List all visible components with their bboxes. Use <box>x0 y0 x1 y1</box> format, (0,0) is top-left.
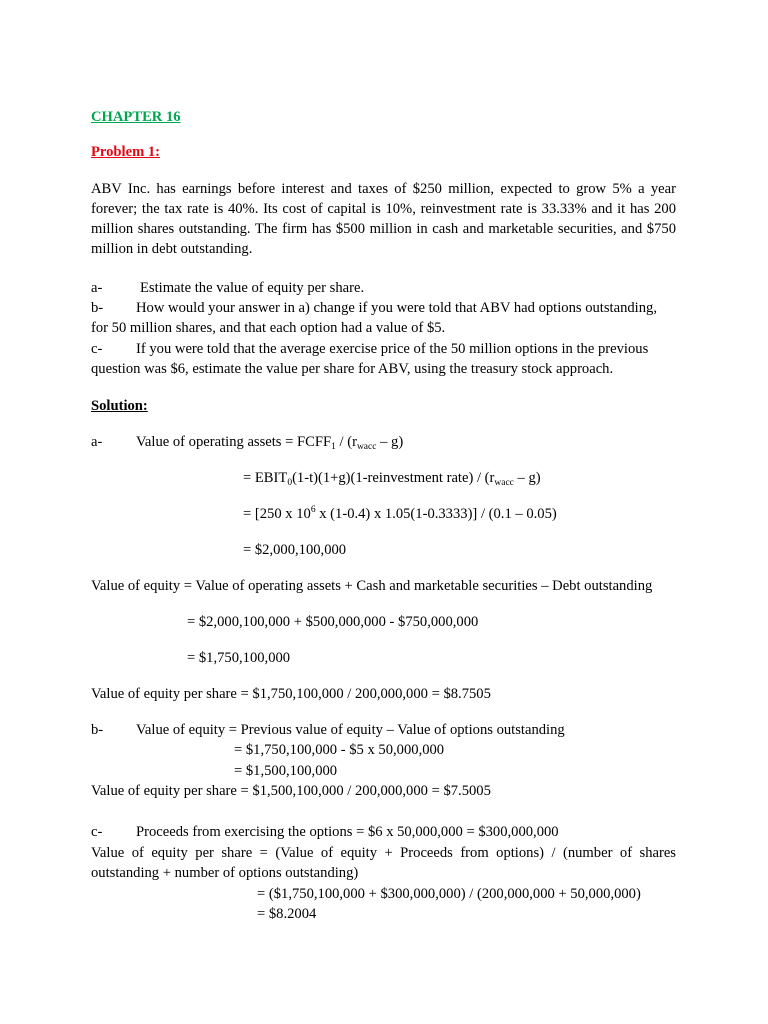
solution-a-label: a- <box>91 434 103 450</box>
problem-statement: ABV Inc. has earnings before interest and taxes of $250 million, expected to grow 5% a year forever; the tax rate is 40%. Its cost of capital is 10%, reinvestment rate is 33.33% and it has 200 million shares outstanding. The firm has $500 million in cash and marketable securities, and $750 million in debt outstanding. <box>91 181 676 257</box>
solution-a-line4: = $2,000,100,000 <box>243 542 347 558</box>
question-a <box>91 278 364 298</box>
question-c-line1 <box>91 339 648 359</box>
problem-title: Problem 1: <box>91 144 161 160</box>
solution-b-line4: Value of equity per share = $1,500,100,000 / 200,000,000 = $7.5005 <box>91 783 491 799</box>
question-c-line2: question was $6, estimate the value per share for ABV, using the treasury stock approach. <box>91 361 614 377</box>
formula-subscript: 1 <box>331 442 336 452</box>
formula-text: = [250 x 10 <box>243 506 311 522</box>
solution-c-line1 <box>91 822 559 842</box>
question-a-text: Estimate the value of equity per share. <box>140 280 365 296</box>
solution-c-line3: = ($1,750,100,000 + $300,000,000) / (200,000,000 + 50,000,000) <box>257 886 641 902</box>
formula-superscript: 6 <box>310 505 316 515</box>
solution-a-line3 <box>243 504 557 524</box>
solution-a-line6: = $2,000,100,000 + $500,000,000 - $750,000,000 <box>187 614 479 630</box>
solution-heading: Solution: <box>91 398 148 414</box>
formula-text: – g) <box>513 470 541 486</box>
solution-a-line1 <box>91 432 403 452</box>
solution-b-line3: = $1,500,100,000 <box>234 763 338 779</box>
formula-text: x (1-0.4) x 1.05(1-0.3333)] / (0.1 – 0.05) <box>315 506 557 522</box>
formula-text: Proceeds from exercising the options = $6 x 50,000,000 = $300,000,000 <box>136 824 559 840</box>
formula-text: (1-t)(1+g)(1-reinvestment rate) / (r <box>292 470 495 486</box>
solution-b-line1 <box>91 720 565 740</box>
solution-a-line7: = $1,750,100,000 <box>187 650 291 666</box>
formula-text: Value of operating assets = FCFF <box>136 434 332 450</box>
formula-text: – g) <box>376 434 404 450</box>
solution-a-line2 <box>243 468 541 488</box>
question-c-label: c- <box>91 341 103 357</box>
question-b-line2: for 50 million shares, and that each option had a value of $5. <box>91 320 446 336</box>
formula-text: / (r <box>335 434 357 450</box>
solution-b-label: b- <box>91 722 104 738</box>
formula-text: = EBIT <box>243 470 288 486</box>
question-b-text-1: How would your answer in a) change if you were told that ABV had options outstanding, <box>136 300 657 316</box>
question-c-text-1: If you were told that the average exercise price of the 50 million options in the previous <box>136 341 649 357</box>
question-b-line1 <box>91 298 657 318</box>
solution-a-line5: Value of equity = Value of operating assets + Cash and marketable securities – Debt outstanding <box>91 578 653 594</box>
formula-subscript: wacc <box>494 478 514 488</box>
formula-subscript: 0 <box>287 478 293 488</box>
solution-b-line2: = $1,750,100,000 - $5 x 50,000,000 <box>234 742 445 758</box>
formula-subscript: wacc <box>356 442 377 452</box>
question-b-label: b- <box>91 300 104 316</box>
solution-c-label: c- <box>91 824 103 840</box>
solution-c-line2: Value of equity per share = (Value of equity + Proceeds from options) / (number of shares outstanding + number of options outstanding) <box>91 845 676 881</box>
solution-c-line4: = $8.2004 <box>257 906 317 922</box>
formula-text: Value of equity = Previous value of equity – Value of options outstanding <box>136 722 565 738</box>
question-a-label: a- <box>91 280 103 296</box>
chapter-title: CHAPTER 16 <box>91 109 181 125</box>
solution-a-line8: Value of equity per share = $1,750,100,000 / 200,000,000 = $8.7505 <box>91 686 491 702</box>
